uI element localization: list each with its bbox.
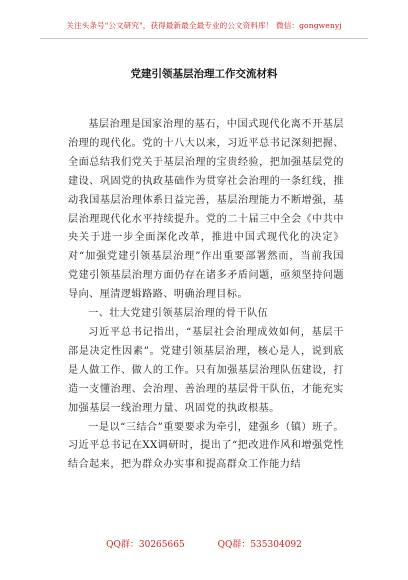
- header-divider: [40, 38, 368, 39]
- footer-qq-group-2: QQ群：535304092: [217, 540, 302, 550]
- section-heading-1: 一、壮大党建引领基层治理的骨干队伍: [88, 308, 269, 320]
- paragraph-intro: 基层治理是国家治理的基石，中国式现代化离不开基层治理的现代化。党的十八大以来，习近平总书记深刻把握、全面总结我们党关于基层治理的宝贵经验，把加强基层党的建设、巩固党的执政基础作为贯穿社会治理的一条红线，推动我国基层治理体系日益完善，基层治理能力不断增强，基层治理现代化水平持续提升。党的二十届三中全会《中共中央关于进一步全面深化改革，推进中国式现代化的决定》对“加强党建引领基层治理”作出重要部署然而，当前我国党建引领基层治理方面仍存在诸多矛盾问题，亟须坚持问题导向、厘清逻辑路路、明确治理目标。: [68, 119, 344, 301]
- paragraph-section-1: 习近平总书记指出，“基层社会治理成效如何，基层干部是决定性因素”。党建引领基层治理，核心是人，说到底是人做工作、做人的工作。只有加强基层治理队伍建设，打造一支懂治理、会治理、善治理的基层骨干队伍，才能充实加强基层一线治理力量、巩固党的执政根基。: [68, 326, 344, 414]
- footer-qq-group-1: QQ群：30265665: [106, 540, 185, 550]
- document-title: 党建引领基层治理工作交流材料: [130, 68, 278, 80]
- header-promo-note: 关注头条号"公文研究"，获得最新最全最专业的公文资料库！ 微信：gongwenyj: [66, 21, 342, 30]
- document-body: [68, 116, 344, 475]
- paragraph-point-1: 一是以“三结合”重要要求为牵引，建强乡（镇）班子。习近平总书记在XX调研时，提出了“把改进作风和增强党性结合起来，把为群众办实事和提高群众工作能力结: [68, 421, 344, 471]
- footer-contact: [0, 537, 408, 550]
